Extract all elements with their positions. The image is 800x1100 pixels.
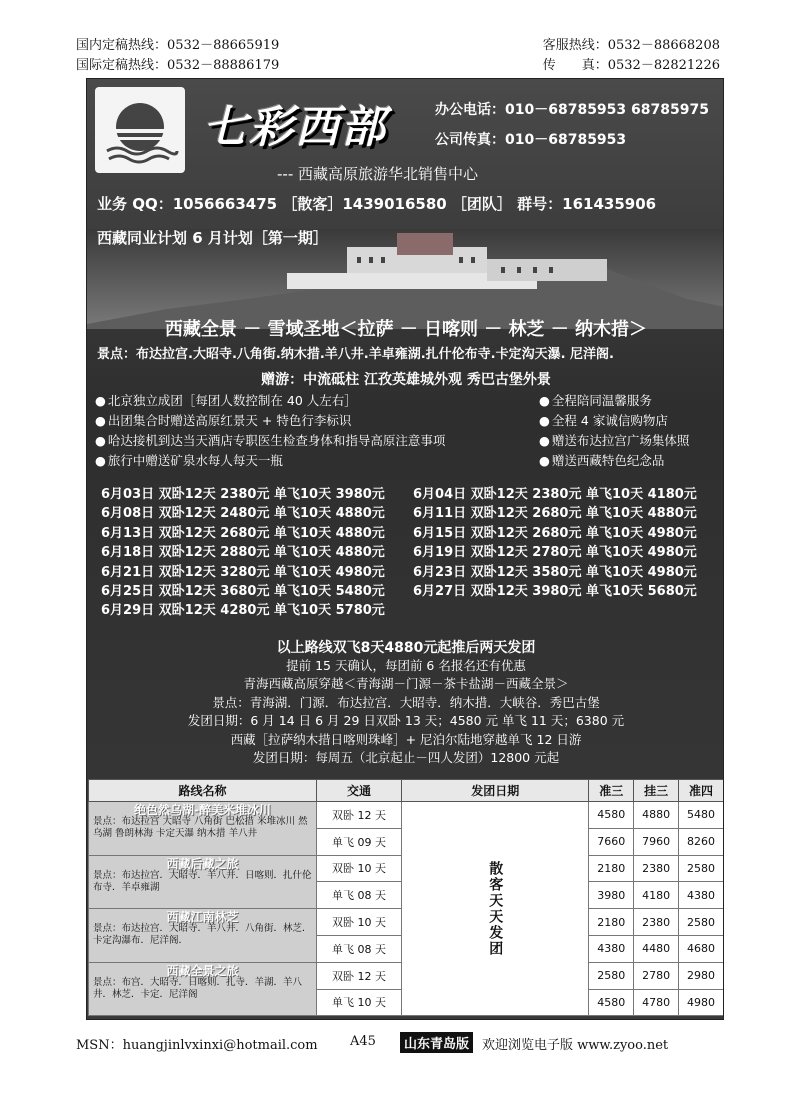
price-cell: 2380 [634, 855, 679, 882]
price-cell: 4180 [634, 882, 679, 909]
date-entry: 6月13日 双卧12天 2680元 单飞10天 4880元 [101, 525, 385, 541]
feature-item: ● 赠送西藏特色纪念品 [539, 451, 724, 471]
price-cell: 4980 [679, 989, 724, 1016]
domestic-label: 国内定稿热线： [76, 38, 168, 53]
route-cell [89, 802, 317, 856]
msn-contact: MSN：huangjinlvxinxi@hotmail.com [76, 1038, 318, 1053]
route-name: 绝色然乌湖-醉美米堆冰川 [134, 803, 271, 817]
price-cell: 2980 [679, 962, 724, 989]
route-cell [89, 855, 317, 909]
price-cell: 2580 [679, 855, 724, 882]
service-label: 客服热线： [542, 38, 608, 53]
price-cell: 2380 [634, 909, 679, 936]
col-std4: 准四 [679, 780, 724, 802]
fax-phone: 0532－82821226 [607, 58, 720, 73]
price-cell: 7660 [589, 828, 634, 855]
transport-cell: 双卧 12 天 [317, 802, 402, 829]
promo-line: 青海西藏高原穿越＜青海湖－门源－茶卡盐湖－西藏全景＞ [243, 676, 569, 692]
price-cell: 7960 [634, 828, 679, 855]
ad-panel [86, 78, 724, 1020]
promo-headline: 以上路线双飞8天4880元起推后两天发团 [276, 640, 536, 656]
features-right-list [539, 391, 724, 471]
price-cell: 4780 [634, 989, 679, 1016]
feature-item: ● 旅行中赠送矿泉水每人每天一瓶 [95, 451, 535, 471]
route-desc: 景点：布宫．大昭寺．日喀则．扎寺．羊湖．羊八井．林芝．卡定．尼洋阁 [93, 976, 303, 1000]
route-name: 西藏后藏之旅 [166, 856, 239, 871]
fax-label: 传 真： [542, 58, 608, 73]
route-title: 西藏全景 － 雪域圣地＜拉萨 － 日喀则 － 林芝 － 纳木措＞ [164, 319, 648, 340]
promo-line: 发团日期：每周五（北京起止－四人发团）12800 元起 [252, 749, 560, 765]
transport-cell: 单飞 10 天 [317, 989, 402, 1016]
col-depart: 发团日期 [402, 780, 589, 802]
price-cell: 3980 [589, 882, 634, 909]
price-cell: 5480 [679, 802, 724, 829]
transport-cell: 双卧 12 天 [317, 962, 402, 989]
price-cell: 4580 [589, 802, 634, 829]
date-entry: 6月15日 双卧12天 2680元 单飞10天 4980元 [413, 525, 697, 541]
price-table [88, 779, 724, 1016]
col-std3: 准三 [589, 780, 634, 802]
intl-label: 国际定稿热线： [76, 58, 168, 73]
footer [76, 1034, 720, 1056]
depart-cell: 散客天天发团 [402, 802, 589, 1016]
date-row [101, 563, 721, 582]
promo-block [87, 637, 724, 767]
brand-name: 七彩西部 [203, 102, 387, 153]
promo-line: 景点：青海湖．门源．布达拉宫．大昭寺．纳木措．大峡谷．秀巴古堡 [212, 694, 600, 710]
route-gifts: 赠游：中流砥柱 江孜英雄城外观 秀巴古堡外景 [261, 372, 551, 388]
date-row [101, 543, 721, 562]
date-entry: 6月27日 双卧12天 3980元 单飞10天 5680元 [413, 583, 697, 599]
price-cell: 2580 [679, 909, 724, 936]
feature-item: ● 哈达接机到达当天酒店专职医生检查身体和指导高原注意事项 [95, 431, 535, 451]
route-desc: 景点：布达拉宫．大昭寺．羊八井．八角街．林芝．卡定沟瀑布．尼洋阁． [93, 923, 312, 947]
date-entry: 6月21日 双卧12天 3280元 单飞10天 4980元 [101, 564, 385, 580]
hotline-bar [76, 34, 720, 74]
transport-cell: 双卧 10 天 [317, 855, 402, 882]
route-desc: 景点：布达拉宫．大昭寺．羊八井．日喀则．扎什伦布寺．羊卓雍湖 [93, 869, 312, 893]
transport-cell: 单飞 09 天 [317, 828, 402, 855]
fax-line [543, 54, 720, 73]
date-entry: 6月11日 双卧12天 2680元 单飞10天 4880元 [413, 506, 697, 522]
feature-item: ● 全程 4 家诚信购物店 [539, 411, 724, 431]
price-cell: 2180 [589, 855, 634, 882]
col-route: 路线名称 [89, 780, 317, 802]
price-cell: 2780 [634, 962, 679, 989]
date-row [101, 504, 721, 523]
feature-item: ● 赠送布达拉宫广场集体照 [539, 431, 724, 451]
departure-dates [101, 485, 721, 621]
transport-cell: 单飞 08 天 [317, 935, 402, 962]
price-cell: 8260 [679, 828, 724, 855]
date-entry: 6月25日 双卧12天 3680元 单飞10天 5480元 [101, 583, 385, 599]
col-hang3: 挂三 [634, 780, 679, 802]
price-cell: 2180 [589, 909, 634, 936]
price-cell: 4880 [634, 802, 679, 829]
route-desc: 景点：布达拉宫 大昭寺 八角街 巴松措 米堆冰川 然乌湖 鲁朗林海 卡定天瀑 纳木措 羊八井 [93, 816, 308, 839]
company-fax: 公司传真：010－68785953 [435, 132, 627, 148]
date-entry: 6月23日 双卧12天 3580元 单飞10天 4980元 [413, 564, 697, 580]
page-number: A45 [350, 1034, 376, 1049]
transport-cell: 单飞 08 天 [317, 882, 402, 909]
website-link[interactable]: 欢迎浏览电子版 www.zyoo.net [482, 1038, 669, 1053]
feature-item: ● 全程陪同温馨服务 [539, 391, 724, 411]
office-phone: 办公电话：010－68785953 68785975 [435, 102, 709, 118]
route-cell [89, 962, 317, 1016]
intl-hotline [76, 54, 279, 73]
date-row [101, 601, 721, 620]
date-row [101, 524, 721, 543]
transport-cell: 双卧 10 天 [317, 909, 402, 936]
brand-subtitle: --- 西藏高原旅游华北销售中心 [277, 165, 479, 183]
promo-line: 西藏［拉萨纳木措日喀则珠峰］+ 尼泊尔陆地穿越单飞 12 日游 [230, 731, 582, 747]
sun-waves-icon [95, 87, 185, 173]
promo-line: 发团日期：6 月 14 日 6 月 29 日双卧 13 天；4580 元 单飞 11 天；6380 元 [187, 713, 625, 729]
price-cell: 4380 [589, 935, 634, 962]
price-cell: 4380 [679, 882, 724, 909]
date-entry: 6月03日 双卧12天 2380元 单飞10天 3980元 [101, 487, 385, 502]
plan-title: 西藏同业计划 6 月计划［第一期］ [97, 229, 328, 247]
table-row [89, 802, 724, 829]
intl-phone: 0532－88886179 [167, 58, 280, 73]
route-name: 西藏全景之旅 [166, 963, 239, 978]
col-transport: 交通 [317, 780, 402, 802]
route-name: 西藏江南林芝 [166, 910, 239, 925]
domestic-phone: 0532－88665919 [167, 38, 280, 53]
price-cell: 2580 [589, 962, 634, 989]
service-phone: 0532－88668208 [607, 38, 720, 53]
route-cell [89, 909, 317, 963]
price-cell: 4680 [679, 935, 724, 962]
qq-contacts: 业务 QQ：1056663475 ［散客］1439016580 ［团队］ 群号：161435906 [97, 195, 657, 213]
domestic-hotline [76, 34, 279, 53]
feature-item: ● 北京独立成团［每团人数控制在 40 人左右］ [95, 391, 535, 411]
feature-item: ● 出团集合时赠送高原红景天 + 特色行李标识 [95, 411, 535, 431]
date-entry: 6月04日 双卧12天 2380元 单飞10天 4180元 [413, 487, 697, 502]
date-entry: 6月18日 双卧12天 2880元 单飞10天 4880元 [101, 545, 385, 561]
promo-line: 提前 15 天确认，每团前 6 名报名还有优惠 [286, 658, 526, 673]
edition-badge: 山东青岛版 [400, 1032, 473, 1053]
date-entry: 6月29日 双卧12天 4280元 单飞10天 5780元 [101, 603, 385, 619]
logo [95, 87, 185, 173]
price-cell: 4480 [634, 935, 679, 962]
date-entry: 6月19日 双卧12天 2780元 单飞10天 4980元 [413, 545, 697, 561]
date-row [101, 582, 721, 601]
service-hotline [543, 34, 720, 53]
route-sights: 景点：布达拉宫.大昭寺.八角街.纳木措.羊八井.羊卓雍湖.扎什伦布寺.卡定沟天瀑. 尼洋阁. [97, 347, 614, 362]
price-cell: 4580 [589, 989, 634, 1016]
features-left-list [95, 391, 535, 471]
table-header-row [89, 780, 724, 802]
date-entry: 6月08日 双卧12天 2480元 单飞10天 4880元 [101, 506, 385, 522]
date-row [101, 485, 721, 504]
